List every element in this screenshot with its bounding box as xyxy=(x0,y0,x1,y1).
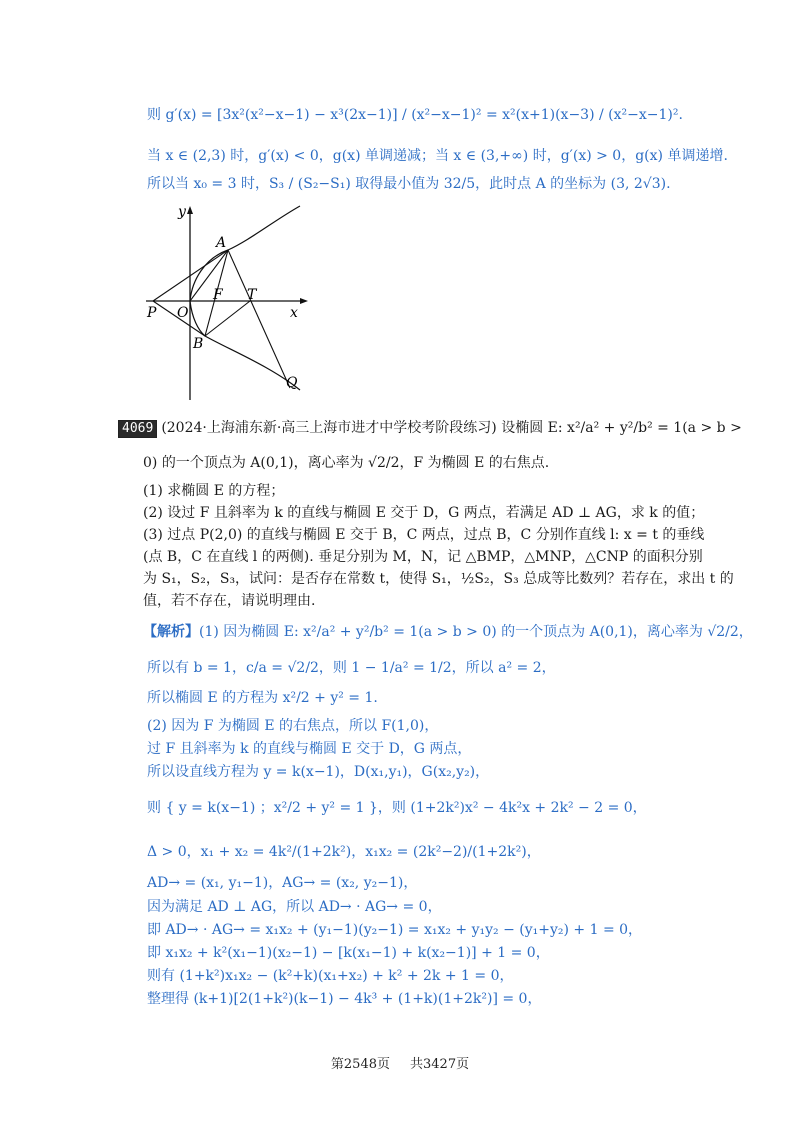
solution-line: 所以椭圆 E 的方程为 x²/2 + y² = 1. xyxy=(147,690,378,706)
solution-line: Δ > 0，x₁ + x₂ = 4k²/(1+2k²)，x₁x₂ = (2k²−2)/(1+2k²)， xyxy=(147,844,541,860)
label-y: y xyxy=(178,204,186,220)
problem-id-badge: 4069 xyxy=(118,420,157,438)
line-AQ xyxy=(228,250,290,388)
solution-line: 所以设直线方程为 y = k(x−1)，D(x₁,y₁)，G(x₂,y₂)， xyxy=(147,764,490,780)
line-BT xyxy=(205,301,250,336)
label-Q: Q xyxy=(286,375,298,391)
solution-line: 即 x₁x₂ + k²(x₁−1)(x₂−1) − [k(x₁−1) + k(x₂−1)] + 1 = 0， xyxy=(147,945,550,961)
problem-part-3c: 为 S₁，S₂，S₃，试问：是否存在常数 t，使得 S₁，½S₂，S₃ 总成等比数列？若存在，求出 t 的 xyxy=(143,571,734,587)
problem-line-1 xyxy=(118,418,742,438)
problem-part-3d: 值，若不存在，请说明理由. xyxy=(143,593,316,609)
monotonic-line: 当 x ∈ (2,3) 时，g′(x) < 0，g(x) 单调递减；当 x ∈ (3,+∞) 时，g′(x) > 0，g(x) 单调递增. xyxy=(147,148,728,164)
solution-line: 过 F 且斜率为 k 的直线与椭圆 E 交于 D，G 两点， xyxy=(147,741,472,757)
page-number: 第2548页 xyxy=(330,1057,390,1072)
problem-part-2: (2) 设过 F 且斜率为 k 的直线与椭圆 E 交于 D，G 两点，若满足 AD ⊥ AG，求 k 的值； xyxy=(143,505,705,521)
ellipse-figure xyxy=(140,198,320,404)
solution-line: (2) 因为 F 为椭圆 E 的右焦点，所以 F(1,0)， xyxy=(147,718,439,734)
solution-line: 所以有 b = 1，c/a = √2/2，则 1 − 1/a² = 1/2，所以 a² = 2， xyxy=(147,660,556,676)
minimum-line: 所以当 x₀ = 3 时，S₃ / (S₂−S₁) 取得最小值为 32/5，此时点 A 的坐标为 (3, 2√3). xyxy=(147,176,671,192)
y-axis-arrow xyxy=(187,206,193,214)
total-pages: 共3427页 xyxy=(410,1057,470,1072)
label-A: A xyxy=(216,235,227,251)
page-footer xyxy=(0,1053,800,1072)
problem-line-2: 0) 的一个顶点为 A(0,1)，离心率为 √2/2，F 为椭圆 E 的右焦点. xyxy=(143,455,550,471)
x-axis-arrow xyxy=(300,298,308,304)
solution-line: 整理得 (k+1)[2(1+k²)(k−1) − 4k³ + (1+k)(1+2k²)] = 0， xyxy=(147,991,542,1007)
problem-part-1: (1) 求椭圆 E 的方程； xyxy=(143,483,285,499)
label-O: O xyxy=(177,305,189,321)
problem-part-3a: (3) 过点 P(2,0) 的直线与椭圆 E 交于 B，C 两点，过点 B，C 分别作直线 l: x = t 的垂线 xyxy=(143,527,705,543)
label-F: F xyxy=(213,287,223,303)
solution-line: 则有 (1+k²)x₁x₂ − (k²+k)(x₁+x₂) + k² + 2k + 1 = 0， xyxy=(147,968,514,984)
solution-line: 因为满足 AD ⊥ AG，所以 AD→ · AG→ = 0， xyxy=(147,899,442,915)
label-B: B xyxy=(193,336,204,352)
problem-source: (2024·上海浦东新·高三上海市进才中学校考阶段练习) 设椭圆 E: x²/a² + y²/b² = 1(a > b > xyxy=(161,420,742,436)
solution-first-text: (1) 因为椭圆 E: x²/a² + y²/b² = 1(a > b > 0) 的一个顶点为 A(0,1)，离心率为 √2/2， xyxy=(199,624,753,640)
solution-line: 即 AD→ · AG→ = x₁x₂ + (y₁−1)(y₂−1) = x₁x₂ + y₁y₂ − (y₁+y₂) + 1 = 0， xyxy=(147,922,643,938)
label-P: P xyxy=(147,305,157,321)
label-x: x xyxy=(290,305,298,321)
solution-tag: 【解析】 xyxy=(143,624,199,640)
parabola-lower xyxy=(190,301,300,390)
solution-line: 则 { y = k(x−1) ；x²/2 + y² = 1 }，则 (1+2k²)x² − 4k²x + 2k² − 2 = 0， xyxy=(147,800,647,816)
solution-first-line xyxy=(143,622,753,642)
solution-line: AD→ = (x₁, y₁−1)，AG→ = (x₂, y₂−1)， xyxy=(147,875,418,891)
problem-part-3b: (点 B，C 在直线 l 的两侧). 垂足分别为 M，N，记 △BMP，△MNP，△CNP 的面积分别 xyxy=(143,549,703,565)
label-T: T xyxy=(247,287,257,303)
derivative-line: 则 g′(x) = [3x²(x²−x−1) − x³(2x−1)] / (x²−x−1)² = x²(x+1)(x−3) / (x²−x−1)². xyxy=(147,107,683,123)
